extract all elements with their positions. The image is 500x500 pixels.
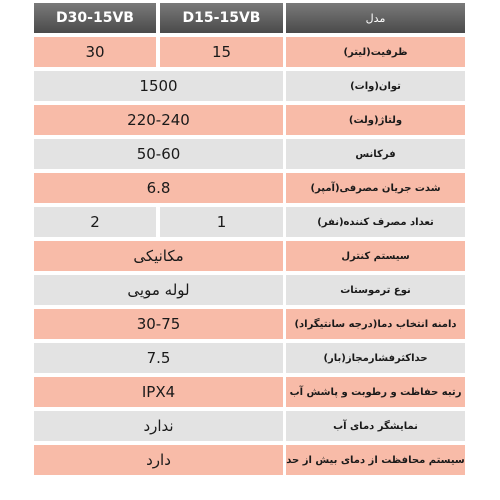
table-row (34, 411, 465, 441)
table-row (34, 37, 465, 67)
table-header-row (34, 3, 465, 33)
value-shared: 7.5 (34, 343, 283, 373)
row-label: ظرفیت(لیتر) (286, 37, 465, 67)
row-label: فرکانس (286, 139, 465, 169)
row-label: حداکثرفشارمجاز(بار) (286, 343, 465, 373)
row-label: ولتاژ(ولت) (286, 105, 465, 135)
value-shared: 30-75 (34, 309, 283, 339)
value-shared: 1500 (34, 71, 283, 101)
table-row (34, 377, 465, 407)
value-model-b: 1 (160, 207, 283, 237)
model-label-header: مدل (286, 3, 465, 33)
row-label: سیستم کنترل (286, 241, 465, 271)
table-row (34, 309, 465, 339)
model-a-header: D30-15VB (34, 3, 156, 33)
table-row (34, 105, 465, 135)
row-label: شدت جریان مصرفی(آمپر) (286, 173, 465, 203)
table-row (34, 445, 465, 475)
value-model-b: 15 (160, 37, 283, 67)
row-label: نمایشگر دمای آب (286, 411, 465, 441)
table-row (34, 207, 465, 237)
table-row (34, 173, 465, 203)
table-row (34, 139, 465, 169)
value-shared: 6.8 (34, 173, 283, 203)
value-shared: لوله مویی (34, 275, 283, 305)
table-row (34, 241, 465, 271)
value-shared: ندارد (34, 411, 283, 441)
row-label: تعداد مصرف کننده(نفر) (286, 207, 465, 237)
spec-table (34, 3, 465, 479)
row-label: توان(وات) (286, 71, 465, 101)
table-row (34, 71, 465, 101)
value-model-a: 2 (34, 207, 156, 237)
row-label: نوع ترموستات (286, 275, 465, 305)
model-b-header: D15-15VB (160, 3, 283, 33)
row-label: سیستم محافظت از دمای بیش از حد (286, 445, 465, 475)
value-model-a: 30 (34, 37, 156, 67)
table-row (34, 343, 465, 373)
value-shared: مکانیکی (34, 241, 283, 271)
value-shared: دارد (34, 445, 283, 475)
value-shared: 220-240 (34, 105, 283, 135)
row-label: دامنه انتخاب دما(درجه سانتیگراد) (286, 309, 465, 339)
row-label: رتبه حفاظت و رطوبت و پاشش آب (286, 377, 465, 407)
value-shared: 50-60 (34, 139, 283, 169)
value-shared: IPX4 (34, 377, 283, 407)
table-row (34, 275, 465, 305)
